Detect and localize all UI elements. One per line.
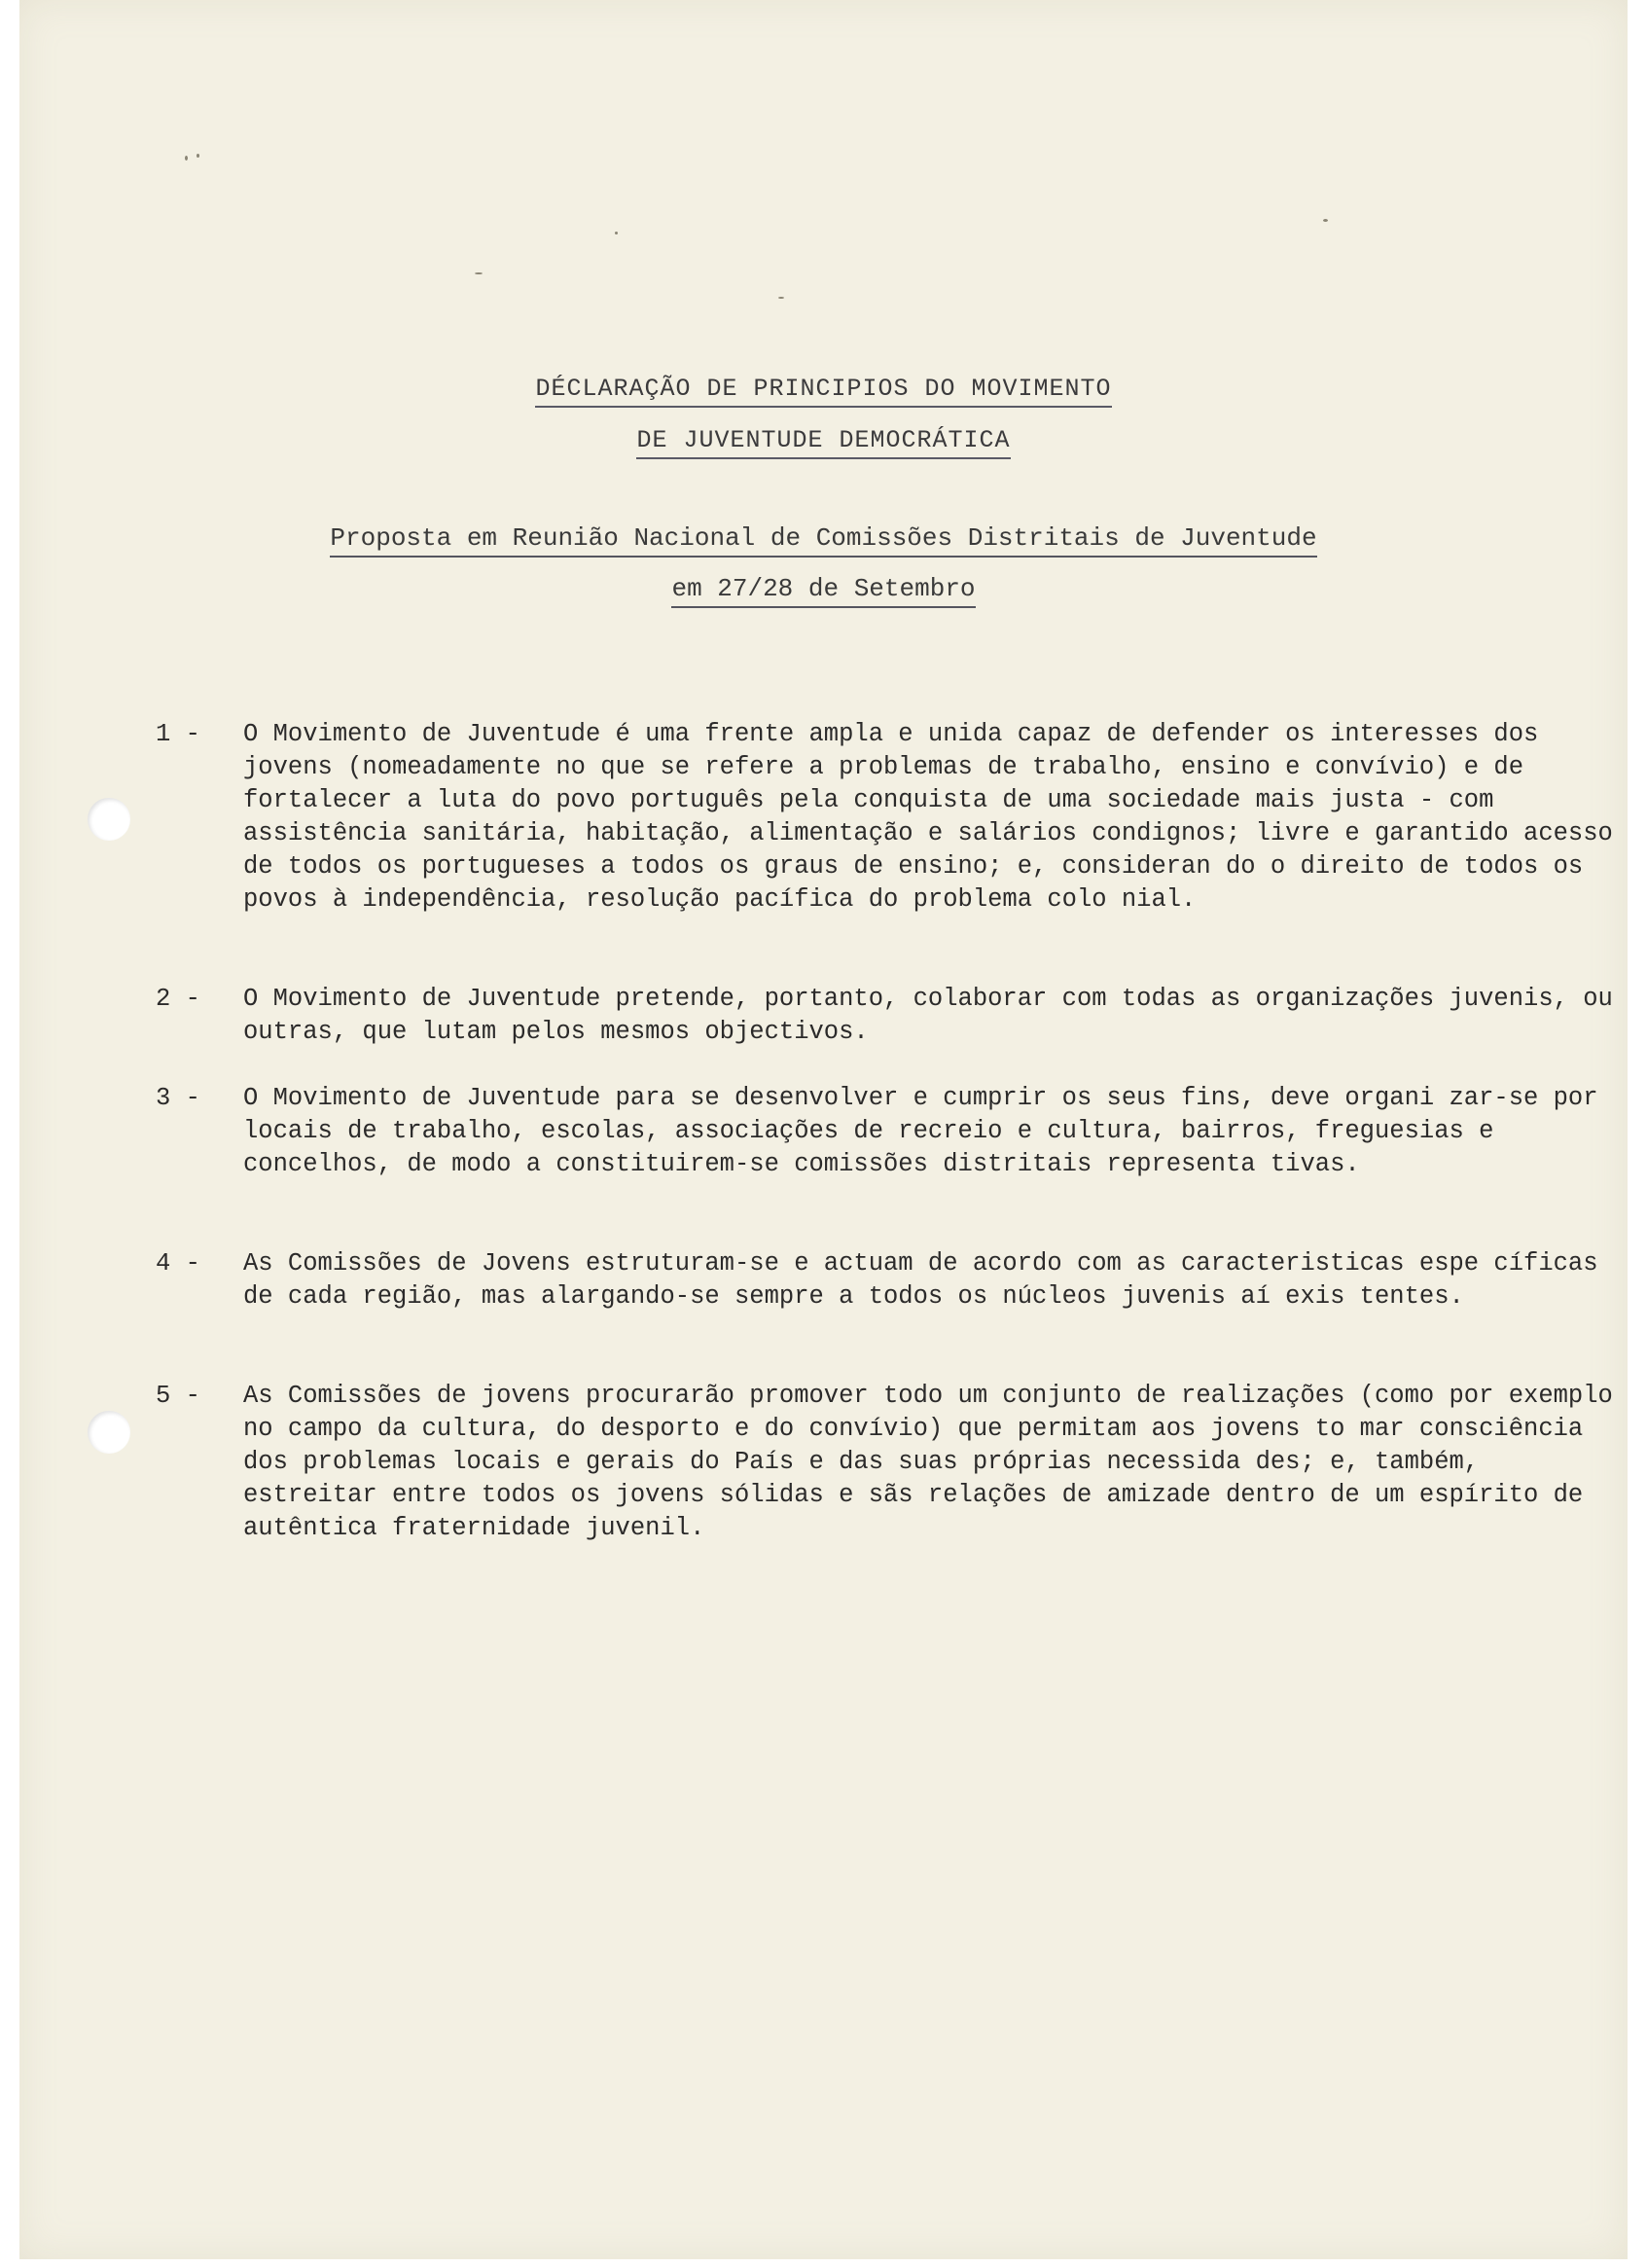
punch-hole-top (88, 798, 130, 841)
paragraph-text: O Movimento de Juventude é uma frente ampla e unida capaz de defender os interesses dos jovens (nomeadamente no que se refere a problemas de trabalho, ensino e convívio) e de fortalecer a luta do povo português pela conquista de uma sociedade mais justa - com assistência sanitária, habitação, alimentação e salários condignos; livre e garantido acesso de todos os portugueses a todos os graus de ensino; e, consideran do o direito de todos os povos à independência, resolução pacífica do problema colo nial. (243, 720, 1629, 914)
document-subtitle-line-2 (19, 574, 1628, 603)
ink-speck (197, 154, 199, 158)
ink-speck (615, 232, 618, 234)
punch-hole-bottom (88, 1411, 130, 1454)
document-subtitle-line-1 (19, 523, 1628, 553)
ink-speck (475, 272, 483, 274)
ink-speck (1323, 219, 1328, 222)
paragraph-text: O Movimento de Juventude pretende, portanto, colaborar com todas as organizações juvenis, ou outras, que lutam pelos mesmos objectivos. (243, 985, 1629, 1046)
document-title-line-1 (19, 375, 1628, 403)
paragraph-number: 2 - (156, 985, 200, 1013)
paragraph-number: 1 - (156, 720, 200, 748)
subtitle-line-2-text: em 27/28 de Setembro (671, 574, 975, 608)
document-title-line-2 (19, 426, 1628, 454)
paragraph-text: As Comissões de jovens procurarão promover todo um conjunto de realizações (como por exemplo no campo da cultura, do desporto e do convívio) que permitam aos jovens to mar consciência dos problemas locais e gerais do País e das suas próprias necessida des; e, também, estreitar entre todos os jovens sólidas e sãs relações de amizade dentro de um espírito de autêntica fraternidade juvenil. (243, 1382, 1629, 1542)
ink-speck (185, 156, 188, 161)
subtitle-line-1-text: Proposta em Reunião Nacional de Comissões Distritais de Juventude (330, 523, 1316, 558)
document-page (19, 0, 1628, 2259)
title-line-2-text: DE JUVENTUDE DEMOCRÁTICA (636, 426, 1010, 459)
paragraph-number: 4 - (156, 1249, 200, 1278)
paragraph-number: 3 - (156, 1084, 200, 1112)
paragraph-text: As Comissões de Jovens estruturam-se e actuam de acordo com as caracteristicas espe cíficas de cada região, mas alargando-se sempre a todos os núcleos juvenis aí exis tentes. (243, 1249, 1613, 1311)
paragraph-number: 5 - (156, 1382, 200, 1410)
paragraph-text: O Movimento de Juventude para se desenvolver e cumprir os seus fins, deve organi zar-se por locais de trabalho, escolas, associações de recreio e cultura, bairros, freguesias e concelhos, de modo a constituirem-se comissões distritais representa tivas. (243, 1084, 1613, 1178)
title-line-1-text: DÉCLARAÇÃO DE PRINCIPIOS DO MOVIMENTO (535, 375, 1111, 408)
ink-speck (778, 297, 784, 299)
